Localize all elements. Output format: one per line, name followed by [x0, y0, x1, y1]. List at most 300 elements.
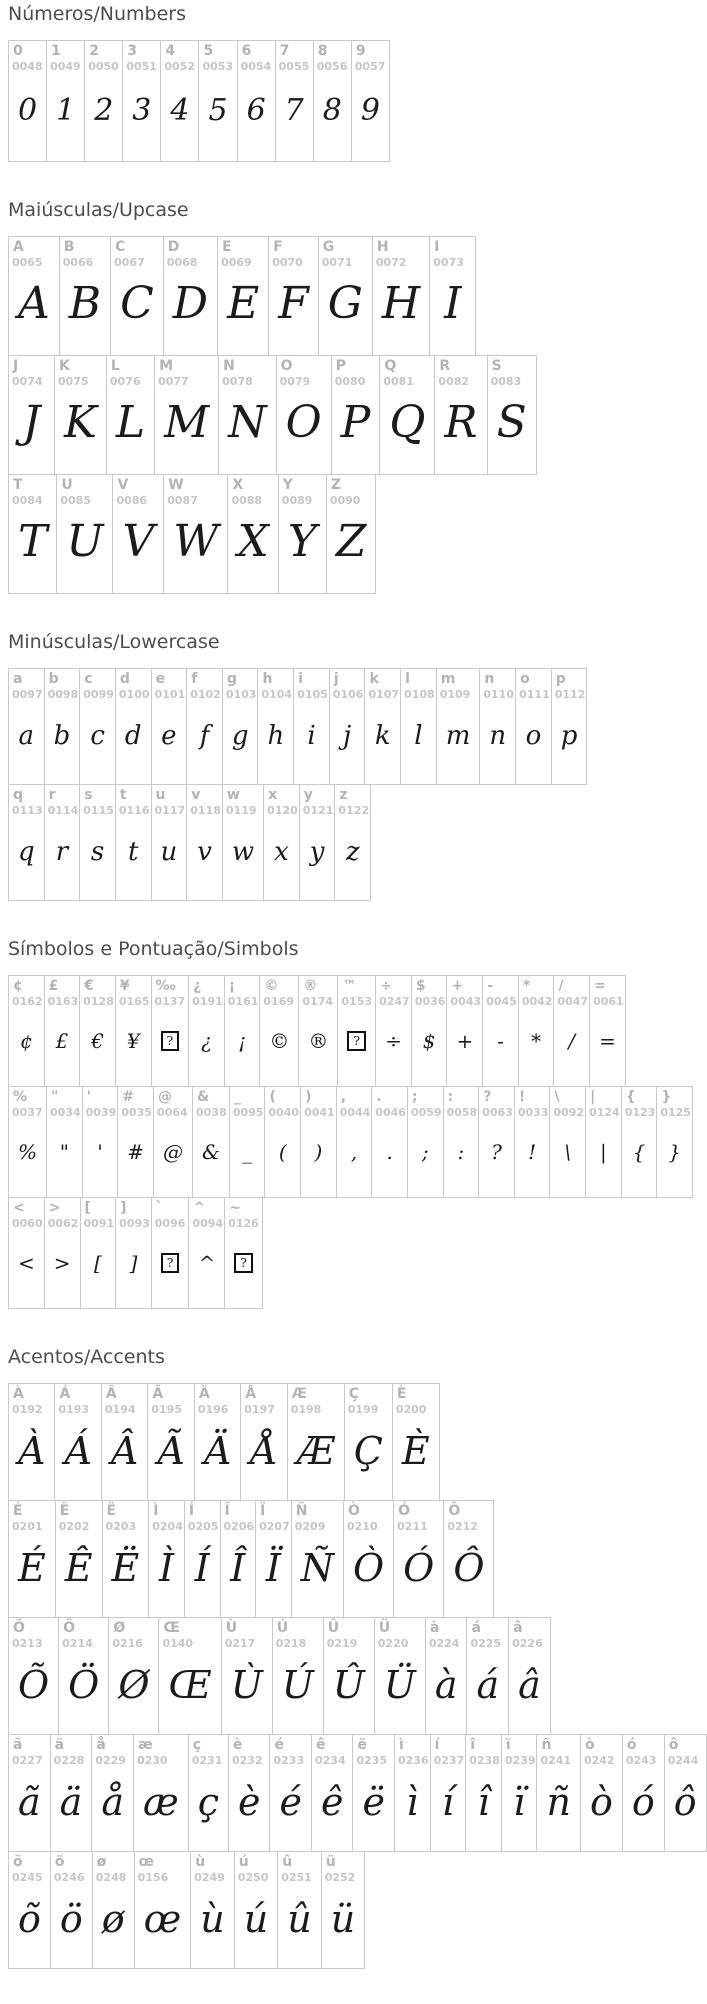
glyph-cell: [293, 668, 330, 785]
char-label: Ú: [276, 1620, 289, 1636]
glyph-cell: [227, 474, 278, 594]
char-label: Á: [59, 1386, 71, 1402]
char-glyph: ã: [18, 1779, 41, 1824]
char-glyph: G: [327, 278, 363, 330]
char-glyph: Ú: [281, 1662, 314, 1707]
char-glyph: 3: [132, 93, 152, 129]
glyph-cell: [50, 1851, 93, 1969]
glyph-row: [8, 475, 376, 594]
char-label: K: [59, 358, 70, 374]
char-glyph: =: [599, 1028, 616, 1053]
glyph-row: [8, 785, 371, 901]
char-glyph: y: [309, 837, 325, 868]
char-code: 0211: [397, 1519, 428, 1533]
glyph-cell: [82, 1086, 119, 1198]
char-code: 0214: [62, 1636, 93, 1650]
char-code: 0199: [347, 1402, 379, 1416]
glyph-cell: [8, 1617, 59, 1735]
glyph-cell: [184, 1500, 221, 1618]
char-code: 0121: [302, 803, 334, 817]
glyph-cell: [255, 1500, 292, 1618]
glyph-cell: [133, 1734, 189, 1852]
char-glyph: X: [237, 516, 269, 568]
glyph-cell: [336, 1086, 373, 1198]
char-label: ú: [238, 1854, 249, 1870]
char-glyph: T: [18, 516, 48, 568]
char-code: 0087: [167, 493, 198, 507]
glyph-cell: [379, 355, 435, 475]
char-code: 0070: [272, 255, 303, 269]
char-code: 0066: [62, 255, 94, 269]
char-glyph: Å: [250, 1428, 278, 1473]
char-code: 0058: [446, 1105, 478, 1119]
char-code: 0075: [58, 374, 89, 388]
char-glyph: (: [278, 1139, 287, 1164]
char-glyph: R: [444, 397, 478, 449]
glyph-cell: [8, 1500, 56, 1618]
glyph-cell: [443, 1086, 480, 1198]
char-code: 0117: [154, 803, 186, 817]
char-glyph: a: [18, 721, 35, 752]
char-glyph: I: [444, 278, 462, 330]
glyph-cell: [352, 1734, 395, 1852]
char-glyph: Ç: [353, 1428, 383, 1473]
char-label: ': [86, 1089, 91, 1105]
char-code: 0036: [414, 994, 446, 1008]
char-code: 0068: [166, 255, 198, 269]
char-label: R: [439, 358, 451, 374]
char-code: 0113: [12, 803, 43, 817]
char-label: Ø: [113, 1620, 126, 1636]
char-code: 0108: [404, 687, 435, 701]
char-code: 0050: [88, 59, 119, 73]
char-label: ): [305, 1089, 312, 1105]
char-glyph: Õ: [18, 1662, 50, 1707]
char-glyph: H: [381, 278, 421, 330]
char-label: .: [376, 1089, 382, 1105]
char-glyph: @: [163, 1139, 184, 1164]
char-code: 0114: [47, 803, 79, 817]
char-glyph: å: [101, 1779, 124, 1824]
char-code: 0110: [483, 687, 514, 701]
char-glyph: n: [489, 721, 507, 752]
char-label: î: [470, 1737, 476, 1753]
char-code: 0082: [438, 374, 470, 388]
char-label: ;: [411, 1089, 418, 1105]
char-label: d: [119, 671, 130, 687]
glyph-cell: [275, 40, 314, 162]
char-glyph: Ì: [159, 1545, 175, 1590]
glyph-cell: [621, 1086, 658, 1198]
char-glyph: Œ: [168, 1662, 212, 1707]
glyph-cell: [372, 236, 430, 356]
char-code: 0118: [190, 803, 221, 817]
glyph-cell: [222, 784, 264, 901]
glyph-cell: [364, 668, 401, 785]
glyph-row: [8, 1618, 551, 1735]
char-code: 0153: [341, 994, 373, 1008]
char-label: â: [513, 1620, 523, 1636]
char-glyph: W: [173, 516, 219, 568]
char-glyph: ì: [406, 1779, 419, 1824]
char-glyph: î: [477, 1779, 490, 1824]
char-label: ù: [195, 1854, 206, 1870]
char-glyph: á: [476, 1662, 500, 1707]
char-label: f: [191, 671, 198, 687]
glyph-cell: [84, 40, 123, 162]
char-label: b: [48, 671, 59, 687]
char-glyph: E: [227, 278, 260, 330]
char-label: V: [117, 477, 129, 493]
section-upcase: [8, 199, 661, 594]
char-label: n: [484, 671, 495, 687]
glyph-cell: [108, 1617, 159, 1735]
glyph-row: [8, 1852, 365, 1969]
char-code: 0247: [379, 994, 410, 1008]
glyph-cell: [8, 975, 45, 1087]
char-code: 0213: [12, 1636, 43, 1650]
char-label: `: [155, 1200, 163, 1216]
char-label: e: [155, 671, 166, 687]
char-code: 0081: [383, 374, 414, 388]
char-code: 0099: [83, 687, 114, 701]
glyph-cell: [115, 784, 152, 901]
char-code: 0073: [433, 255, 464, 269]
char-code: 0198: [290, 1402, 322, 1416]
glyph-cell: [59, 236, 111, 356]
char-code: 0095: [232, 1105, 264, 1119]
char-code: 0169: [263, 994, 295, 1008]
char-label: a: [13, 671, 23, 687]
glyph-cell: [8, 40, 47, 162]
glyph-cell: [221, 1617, 273, 1735]
char-glyph: d: [124, 721, 142, 752]
char-glyph: €: [91, 1028, 104, 1053]
char-label: h: [262, 671, 273, 687]
char-label: S: [491, 358, 502, 374]
char-code: 0048: [12, 59, 43, 73]
char-code: 0126: [228, 1216, 259, 1230]
char-label: G: [322, 239, 335, 255]
char-code: 0229: [95, 1753, 126, 1767]
char-label: B: [63, 239, 75, 255]
char-code: 0100: [118, 687, 150, 701]
char-code: 0249: [194, 1870, 225, 1884]
char-glyph: 7: [284, 93, 304, 129]
char-label: #: [122, 1089, 134, 1105]
char-code: 0197: [244, 1402, 275, 1416]
char-glyph: $: [422, 1028, 436, 1053]
glyph-row: [8, 1383, 440, 1501]
glyph-row: [8, 1735, 707, 1852]
char-label: ]: [120, 1200, 127, 1216]
char-label: ¥: [119, 978, 130, 994]
char-code: 0089: [281, 493, 313, 507]
glyph-cell: [8, 474, 57, 594]
char-glyph: [152, 1008, 189, 1086]
char-glyph: #: [127, 1139, 145, 1164]
char-glyph: t: [127, 837, 139, 868]
glyph-cell: [44, 668, 81, 785]
section-title: Maiúsculas/Upcase: [8, 199, 189, 221]
glyph-cell: [188, 1734, 229, 1852]
char-glyph: v: [197, 837, 212, 868]
glyph-cell: [259, 975, 299, 1087]
char-glyph: 2: [94, 93, 114, 129]
glyph-cell: [394, 1734, 431, 1852]
char-code: 0104: [261, 687, 293, 701]
glyph-cell: [344, 1383, 393, 1501]
char-glyph: ï: [513, 1779, 526, 1824]
char-code: 0244: [667, 1753, 699, 1767]
glyph-cell: [656, 1086, 693, 1198]
char-code: 0039: [85, 1105, 117, 1119]
glyph-cell: [264, 1086, 301, 1198]
glyph-cell: [79, 784, 116, 901]
glyph-cell: [343, 1500, 394, 1618]
glyph-cell: [487, 355, 537, 475]
char-code: 0119: [225, 803, 257, 817]
glyph-cell: [79, 668, 116, 785]
char-glyph: [152, 1230, 189, 1308]
char-label: A: [13, 239, 24, 255]
char-label: q: [13, 787, 24, 803]
glyph-table: [8, 236, 661, 594]
char-glyph: õ: [18, 1896, 41, 1941]
char-code: 0038: [196, 1105, 227, 1119]
char-glyph: w: [231, 837, 255, 868]
font-character-map: [8, 3, 699, 1969]
char-glyph: P: [340, 397, 371, 449]
char-label: u: [155, 787, 166, 803]
char-label: %: [13, 1089, 28, 1105]
glyph-cell: [269, 1734, 312, 1852]
char-label: û: [282, 1854, 293, 1870]
char-label: 2: [89, 43, 99, 59]
char-glyph: !: [528, 1139, 537, 1164]
char-code: 0078: [222, 374, 253, 388]
glyph-cell: [589, 975, 626, 1087]
char-code: 0251: [281, 1870, 312, 1884]
char-label: $: [415, 978, 426, 994]
char-glyph: f: [199, 721, 210, 752]
char-glyph: [338, 1008, 375, 1086]
char-label: ^: [193, 1200, 206, 1216]
char-glyph: ë: [362, 1779, 385, 1824]
char-glyph: p: [560, 721, 578, 752]
char-label: €: [84, 978, 94, 994]
glyph-cell: [478, 1086, 515, 1198]
char-label: Ü: [378, 1620, 391, 1636]
glyph-row: [8, 356, 537, 475]
char-glyph: ä: [59, 1779, 83, 1824]
glyph-cell: [268, 236, 319, 356]
char-label: ‰: [155, 978, 176, 994]
glyph-cell: [371, 1086, 408, 1198]
char-label: Ò: [348, 1503, 360, 1519]
char-glyph: ¥: [126, 1028, 140, 1053]
char-label: ,: [340, 1089, 347, 1105]
char-label: È: [396, 1386, 407, 1402]
glyph-cell: [160, 40, 199, 162]
glyph-cell: [163, 236, 218, 356]
char-glyph: À: [18, 1428, 46, 1473]
char-label: Ö: [63, 1620, 76, 1636]
char-code: 0226: [512, 1636, 543, 1650]
glyph-cell: [112, 474, 164, 594]
char-glyph: ): [314, 1139, 323, 1164]
glyph-cell: [411, 975, 448, 1087]
glyph-cell: [115, 1197, 152, 1309]
glyph-cell: [443, 1500, 494, 1618]
char-glyph: 4: [170, 93, 190, 129]
glyph-row: [8, 1198, 263, 1309]
char-code: 0220: [377, 1636, 409, 1650]
char-label: ¡: [228, 978, 236, 994]
char-label: +: [451, 978, 464, 994]
glyph-cell: [46, 40, 85, 162]
char-code: 0230: [136, 1753, 168, 1767]
char-glyph: r: [55, 837, 69, 868]
char-label: <: [13, 1200, 25, 1216]
char-code: 0097: [12, 687, 43, 701]
glyph-cell: [299, 784, 336, 901]
char-glyph: 9: [360, 93, 380, 129]
glyph-cell: [287, 1383, 345, 1501]
char-code: 0203: [105, 1519, 137, 1533]
char-label: L: [110, 358, 120, 374]
char-glyph: 8: [322, 93, 342, 129]
char-label: l: [405, 671, 410, 687]
char-label: Ô: [448, 1503, 461, 1519]
glyph-cell: [508, 1617, 551, 1735]
section-title: Acentos/Accents: [8, 1346, 165, 1368]
char-label: À: [13, 1386, 24, 1402]
char-label: 7: [279, 43, 290, 59]
glyph-cell: [337, 975, 376, 1087]
char-code: 0096: [154, 1216, 186, 1230]
glyph-cell: [147, 1383, 194, 1501]
char-code: 0217: [224, 1636, 256, 1650]
char-glyph: Ø: [118, 1662, 150, 1707]
char-glyph: J: [22, 397, 41, 449]
glyph-cell: [466, 1617, 509, 1735]
char-code: 0049: [50, 59, 81, 73]
char-code: 0069: [221, 255, 252, 269]
char-glyph: \: [564, 1139, 572, 1164]
char-label: á: [471, 1620, 481, 1636]
glyph-cell: [430, 1734, 467, 1852]
char-glyph: q: [18, 837, 35, 868]
char-glyph: ç: [197, 1779, 219, 1824]
char-glyph: ;: [421, 1139, 429, 1164]
char-label: Ì: [153, 1503, 159, 1519]
char-code: 0062: [47, 1216, 79, 1230]
glyph-cell: [429, 236, 476, 356]
glyph-cell: [44, 975, 81, 1087]
glyph-cell: [425, 1617, 468, 1735]
char-glyph: F: [278, 278, 309, 330]
char-glyph: Û: [332, 1662, 365, 1707]
char-code: 0053: [202, 59, 234, 73]
char-glyph: £: [55, 1028, 69, 1053]
char-code: 0162: [12, 994, 43, 1008]
glyph-cell: [374, 1617, 426, 1735]
char-glyph: 5: [208, 93, 228, 129]
char-code: 0041: [304, 1105, 335, 1119]
glyph-cell: [194, 1383, 241, 1501]
char-code: 0231: [191, 1753, 223, 1767]
glyph-cell: [153, 1086, 193, 1198]
glyph-cell: [218, 355, 277, 475]
char-label: ä: [54, 1737, 65, 1753]
glyph-cell: [311, 1734, 354, 1852]
glyph-cell: [549, 1086, 586, 1198]
char-glyph: ,: [350, 1139, 358, 1164]
char-code: 0212: [447, 1519, 478, 1533]
char-label: I: [434, 239, 440, 255]
glyph-cell: [664, 1734, 707, 1852]
glyph-cell: [553, 975, 590, 1087]
glyph-cell: [190, 1851, 234, 1969]
char-glyph: Ô: [453, 1545, 485, 1590]
char-code: 0105: [297, 687, 328, 701]
char-glyph: Í: [194, 1545, 210, 1590]
char-code: 0234: [314, 1753, 346, 1767]
glyph-cell: [224, 975, 261, 1087]
glyph-row: [8, 1501, 494, 1618]
char-label: Œ: [163, 1620, 180, 1636]
char-label: ô: [668, 1737, 679, 1753]
char-label: Û: [327, 1620, 340, 1636]
char-glyph: O: [285, 397, 322, 449]
glyph-cell: [8, 668, 45, 785]
char-glyph: 6: [246, 93, 266, 129]
glyph-cell: [479, 668, 516, 785]
char-label: k: [369, 671, 379, 687]
glyph-cell: [102, 1500, 150, 1618]
char-label: }: [661, 1089, 672, 1105]
char-label: 3: [127, 43, 138, 59]
glyph-cell: [300, 1086, 337, 1198]
char-code: 0174: [302, 994, 334, 1008]
char-label: (: [269, 1089, 276, 1105]
char-label: ": [51, 1089, 59, 1105]
glyph-table: [8, 975, 691, 1309]
glyph-row: [8, 236, 476, 356]
char-glyph: Y: [287, 516, 317, 568]
char-glyph: *: [531, 1028, 542, 1053]
glyph-cell: [198, 40, 237, 162]
char-glyph: â: [518, 1662, 541, 1707]
char-glyph: Z: [335, 516, 367, 568]
char-label: :: [447, 1089, 454, 1105]
char-code: 0232: [231, 1753, 263, 1767]
glyph-row: [8, 668, 587, 785]
glyph-cell: [326, 474, 377, 594]
char-label: Ë: [106, 1503, 117, 1519]
char-label: U: [61, 477, 73, 493]
char-code: 0200: [395, 1402, 427, 1416]
char-code: 0122: [338, 803, 370, 817]
char-glyph: {: [632, 1139, 646, 1164]
glyph-cell: [148, 1500, 185, 1618]
char-code: 0233: [273, 1753, 305, 1767]
glyph-cell: [375, 975, 412, 1087]
char-glyph: Ò: [353, 1545, 385, 1590]
char-code: 0225: [470, 1636, 502, 1650]
char-code: 0047: [557, 994, 589, 1008]
